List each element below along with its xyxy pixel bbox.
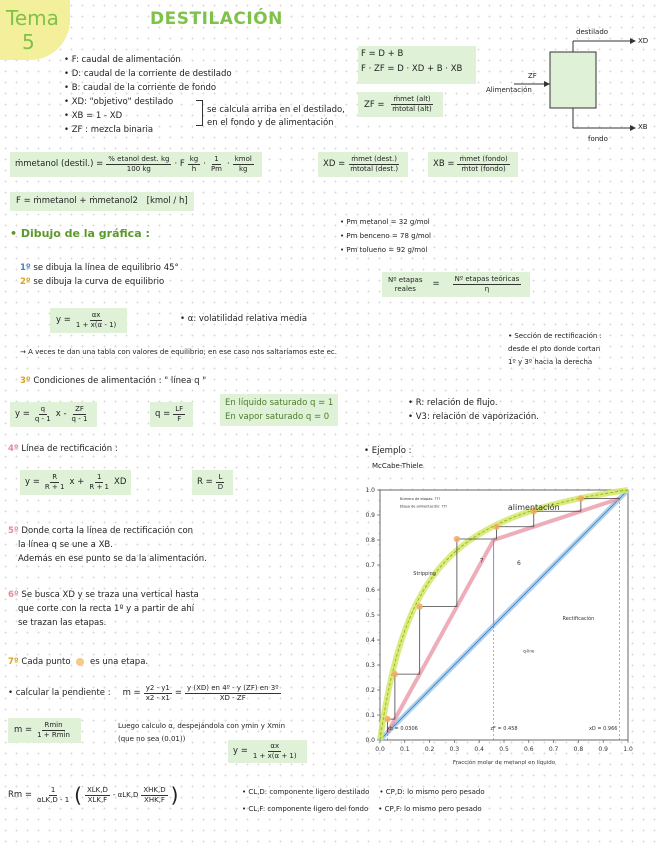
equilibrium-formula — [50, 308, 127, 333]
list-item: • CL,D: componente ligero destilado — [242, 788, 370, 796]
y-tick-label: 0.8 — [365, 537, 375, 544]
xd-formula — [318, 152, 408, 177]
step-1 — [20, 263, 179, 274]
annotation-q-line: q-line — [523, 648, 535, 654]
q-def-num: LF — [175, 405, 184, 413]
m-rmin-num: Rmin — [44, 721, 63, 729]
list-item: • CP,F: lo mismo pero pesado — [378, 805, 482, 813]
step-4 — [8, 444, 118, 455]
rmin-lhs: Rm = — [8, 790, 33, 800]
y-tick-label: 0.9 — [365, 512, 375, 519]
example-subtitle: McCabe-Thiele — [372, 462, 423, 470]
graph-heading: • Dibujo de la gráfica : — [10, 227, 150, 240]
step-1-text: se dibuja la línea de equilibrio 45° — [33, 263, 179, 273]
tema-number: 5 — [22, 30, 35, 54]
stage-number: 6 — [516, 560, 521, 567]
r-definition — [192, 470, 233, 495]
label-xb: xb = 0.0306 — [386, 726, 418, 732]
rmin-f1n: 1 — [50, 786, 56, 794]
r-def-den: D — [217, 483, 224, 491]
molar-masses — [340, 215, 431, 257]
step-6-line-3: se trazan las etapas. — [18, 618, 107, 628]
alpha-formula — [228, 740, 307, 763]
slope-f1d: x2 - x1 — [145, 694, 170, 702]
x-tick-label: 0.1 — [400, 746, 410, 753]
annotation-alimentacion: alimentación — [507, 503, 560, 512]
zf-num: ṁmet (alt) — [393, 95, 431, 103]
column-box — [550, 52, 596, 108]
eq-lhs: y = — [56, 315, 71, 325]
x-tick-label: 0.4 — [474, 746, 484, 753]
rect-line-formula — [20, 470, 131, 495]
q-f2n: ZF — [75, 405, 84, 413]
step-2-num: 2º — [20, 277, 31, 287]
balance-line-2: F · ZF = D · XD + B · XB — [361, 64, 463, 74]
list-item: • ZF : mezcla binaria — [64, 125, 154, 135]
y-tick-label: 0.0 — [365, 737, 375, 744]
step-7 — [8, 657, 148, 668]
stage-point — [392, 671, 398, 677]
f-sum — [10, 192, 194, 211]
xd-num: ṁmet (dest.) — [351, 155, 398, 163]
zf-formula — [358, 92, 443, 117]
x-tick-label: 0.0 — [375, 746, 385, 753]
rect-f1n: R — [52, 473, 58, 481]
x-tick-label: 0.3 — [449, 746, 460, 753]
rect-f2n: 1 — [96, 473, 102, 481]
zf-den: ṁtotal (alt) — [392, 105, 432, 113]
rmin-formula: Rm = $\frac{1}{\text{αLK,D - 1}}$ ( $\frac{\text{XLK,D}}{\text{XLK,F}}$ - αLK,D $\frac{\text{XHK,D}}{\text{XHK,F}}$ ) — [8, 783, 179, 807]
slope-formula — [8, 684, 284, 703]
rv-notes — [408, 396, 539, 424]
mccabe-thiele-chart — [348, 478, 648, 778]
mf-f1n: % etanol dest. kg — [108, 155, 170, 163]
step-3-num: 3º — [20, 376, 31, 386]
f-sum-text: F = ṁmetanol + ṁmetanol2 — [16, 196, 138, 206]
step-7-text-2: es una etapa. — [89, 657, 149, 667]
x-tick-label: 0.6 — [524, 746, 534, 753]
eq-den: 1 + x(α - 1) — [75, 321, 117, 329]
mf-f3d: Pm — [210, 165, 222, 173]
mf-f4n: kmol — [234, 155, 252, 163]
list-item: • Pm tolueno = 92 g/mol — [340, 246, 428, 254]
step-6 — [8, 588, 199, 630]
list-item: • V3: relación de vaporización. — [408, 412, 539, 422]
x-tick-label: 0.2 — [424, 746, 435, 753]
step-5-line-1: 5º Donde corta la línea de rectificación con — [8, 526, 194, 536]
list-item: 1º y 3º hacia la derecha — [508, 358, 593, 366]
stage-number: 7 — [479, 557, 484, 565]
q-line-formula — [10, 402, 97, 427]
step-7-text: Cada punto — [21, 657, 71, 667]
list-item: • B: caudal de la corriente de fondo — [64, 83, 217, 93]
slope-f2n: y (XD) en 4º - y (ZF) en 3º — [186, 684, 279, 692]
x-axis-label: Fracción molar de metanol en líquido — [452, 760, 556, 766]
annotation-rectificacion: Rectificación — [562, 616, 595, 622]
page-title: DESTILACIÓN — [150, 9, 283, 29]
mf-f1d: 100 kg — [126, 165, 151, 173]
rmin-cd: XHK,F — [144, 796, 165, 804]
column-mid-stream: ZF — [528, 72, 537, 80]
balance-box — [358, 46, 476, 84]
table-note: → A veces te dan una tabla con valores de equilibrio; en ese caso nos saltaríamos este ec. — [20, 348, 338, 356]
q-conditions — [220, 394, 338, 426]
y-tick-label: 0.6 — [365, 587, 375, 594]
step-5 — [8, 524, 207, 566]
label-zf: zF = 0.458 — [490, 726, 518, 732]
column-bottom-stream: XB — [638, 123, 648, 131]
step-6-line-2: que corte con la recta 1º y a partir de ahí — [18, 604, 195, 614]
rmin-bn: XLK,D — [86, 786, 108, 794]
annotation-stripping: Stripping — [413, 571, 436, 577]
definitions-note: se calcula arriba en el destilado, en el fondo y de alimentación — [207, 105, 345, 128]
stages-formula — [382, 272, 530, 297]
rmin-notes — [242, 788, 485, 814]
rmin-cn: XHK,D — [143, 786, 166, 794]
column-top-stream: XD — [638, 37, 649, 45]
step-5-line-2: la línea q se une a XB. — [18, 540, 113, 550]
x-tick-label: 1.0 — [623, 746, 633, 753]
m-rmin-lhs: m = — [14, 725, 33, 735]
list-item: • Sección de rectificación : — [508, 332, 602, 340]
molar-flow-formula: ṁmetanol (destil.) = $\frac{\text{\% etanol dest. kg}}{100 kg}$ · F $\frac{kg}{h}$ · $\frac{1}{Pm}$ · $\frac{\text{kmol}}{kg}$ — [10, 152, 262, 177]
mf-f2d: h — [191, 165, 197, 173]
molar-flow-lhs: ṁmetanol (destil.) = — [15, 159, 104, 169]
xb-lhs: XB = — [433, 159, 455, 169]
mf-mult: · F — [174, 159, 185, 169]
rect-f2d: R + 1 — [89, 483, 109, 491]
rect-f1d: R + 1 — [44, 483, 65, 491]
zf-lhs: ZF = — [364, 100, 385, 110]
xb-formula — [428, 152, 518, 177]
slope-f2d: XD - ZF — [219, 694, 246, 702]
q-f2d: q - 1 — [71, 415, 88, 423]
stage-point — [578, 495, 584, 501]
x-tick-label: 0.7 — [548, 746, 559, 753]
alpha-lhs: y = — [233, 746, 248, 756]
list-item: • XB = 1 - XD — [64, 111, 123, 121]
stage-point — [384, 716, 390, 722]
example-label: • Ejemplo : — [364, 446, 412, 456]
step-3 — [20, 376, 206, 387]
step-4-num: 4º — [8, 444, 19, 454]
rmin-mid: - αLK,D — [112, 791, 139, 799]
alpha-note-1: Luego calculo α, despejándola con ymin y Xmin — [118, 722, 286, 730]
stages-den: η — [484, 285, 490, 293]
step-5-line-3: Además en ese punto se da la alimentación. — [18, 554, 207, 564]
q-x: x - — [55, 409, 67, 419]
slope-eq: = — [174, 688, 182, 698]
stage-point — [416, 603, 422, 609]
step-2 — [20, 277, 164, 288]
x-tick-label: 0.8 — [573, 746, 584, 753]
step-5-num: 5º — [8, 526, 19, 536]
mf-f4d: kg — [239, 165, 248, 173]
slope-f1n: y2 - y1 — [145, 684, 170, 692]
rect-xd: XD — [114, 477, 127, 487]
slope-lead: • calcular la pendiente : — [8, 688, 111, 698]
alpha-note-2: (que no sea (0.01)) — [118, 735, 186, 743]
stage-point — [454, 536, 460, 542]
q-def-lhs: q = — [155, 409, 171, 419]
f-sum-unit: [kmol / h] — [146, 196, 188, 206]
column-top-label: destilado — [576, 28, 609, 36]
q-def-den: F — [177, 415, 182, 423]
list-item: En líquido saturado q = 1 — [225, 398, 334, 408]
x-tick-label: 0.5 — [499, 746, 509, 753]
m-rmin-den: 1 + Rmin — [37, 731, 70, 739]
y-tick-label: 0.7 — [365, 562, 375, 569]
definitions-bracket — [196, 100, 203, 126]
alpha-num: αx — [270, 742, 280, 750]
y-tick-label: 1.0 — [365, 487, 375, 494]
q-lhs: y = — [15, 409, 30, 419]
x-tick-label: 0.9 — [598, 746, 608, 753]
rmin-bd: XLK,F — [87, 796, 108, 804]
step-4-text: Línea de rectificación : — [21, 444, 118, 454]
label-xd: xD = 0.966 — [588, 726, 618, 732]
stages-lhs-1: Nº etapas — [388, 275, 423, 284]
list-item: • R: relación de flujo. — [408, 398, 498, 408]
rect-section-note — [508, 330, 602, 369]
xb-num: ṁmet (fondo) — [459, 155, 508, 163]
list-item: • XD: "objetivo" destilado — [64, 97, 174, 107]
step-2-text: se dibuja la curva de equilibrio — [33, 277, 165, 287]
alpha-definition: • α: volatilidad relativa media — [180, 314, 308, 324]
list-item: desde el pto donde cortan — [508, 345, 601, 353]
m-rmin-formula — [8, 718, 81, 743]
rmin-f1d: αLK,D - 1 — [37, 796, 70, 804]
step-6-line-1: 6º Se busca XD y se traza una vertical hasta — [8, 590, 199, 600]
y-tick-label: 0.5 — [365, 612, 375, 619]
r-def-num: L — [218, 473, 223, 481]
xd-den: ṁtotal (dest.) — [350, 165, 399, 173]
list-item: • CP,D: lo mismo pero pesado — [379, 788, 485, 796]
stages-num: Nº etapas teóricas — [454, 275, 520, 283]
list-item: • Pm metanol = 32 g/mol — [340, 218, 430, 226]
q-f1d: q - 1 — [34, 415, 51, 423]
mf-f2n: kg — [189, 155, 199, 163]
mf-f3n: 1 — [214, 155, 219, 163]
y-tick-label: 0.4 — [365, 637, 375, 644]
eq-num: αx — [91, 311, 101, 319]
y-tick-label: 0.2 — [365, 687, 375, 694]
column-bottom-label: fondo — [588, 135, 608, 143]
q-f1n: q — [40, 405, 46, 413]
rect-lhs: y = — [25, 477, 40, 487]
tema-word: Tema — [6, 6, 59, 30]
stage-point — [493, 524, 499, 530]
corner-note: Etapa de alimentación: ??? — [399, 504, 448, 509]
xb-den: ṁtot (fondo) — [461, 165, 506, 173]
step-7-num: 7º — [8, 657, 19, 667]
slope-m: m = — [122, 688, 141, 698]
y-tick-label: 0.3 — [365, 662, 375, 669]
step-3-text: Condiciones de alimentación : " línea q " — [33, 376, 207, 386]
corner-note: Número de etapas: ??? — [399, 497, 441, 501]
list-item: • D: caudal de la corriente de destilado — [64, 69, 232, 79]
rect-x: x + — [69, 477, 85, 487]
list-item: • Pm benceno = 78 g/mol — [340, 232, 431, 240]
balance-line-1: F = D + B — [361, 49, 404, 59]
q-definition — [150, 402, 193, 427]
y-tick-label: 0.1 — [365, 712, 375, 719]
xd-lhs: XD = — [323, 159, 346, 169]
list-item: • CL,F: componente ligero del fondo — [242, 805, 369, 813]
stage-dot-icon — [76, 658, 84, 666]
stages-lhs-2: reales — [394, 284, 416, 293]
step-1-num: 1º — [20, 263, 31, 273]
list-item: • F: caudal de alimentación — [64, 55, 181, 65]
stages-eq: = — [432, 279, 440, 289]
list-item: En vapor saturado q = 0 — [225, 412, 330, 422]
column-mid-label: Alimentación — [486, 86, 532, 94]
r-def-lhs: R = — [197, 477, 213, 487]
step-6-num: 6º — [8, 590, 19, 600]
alpha-den: 1 + x(α + 1) — [252, 752, 297, 760]
